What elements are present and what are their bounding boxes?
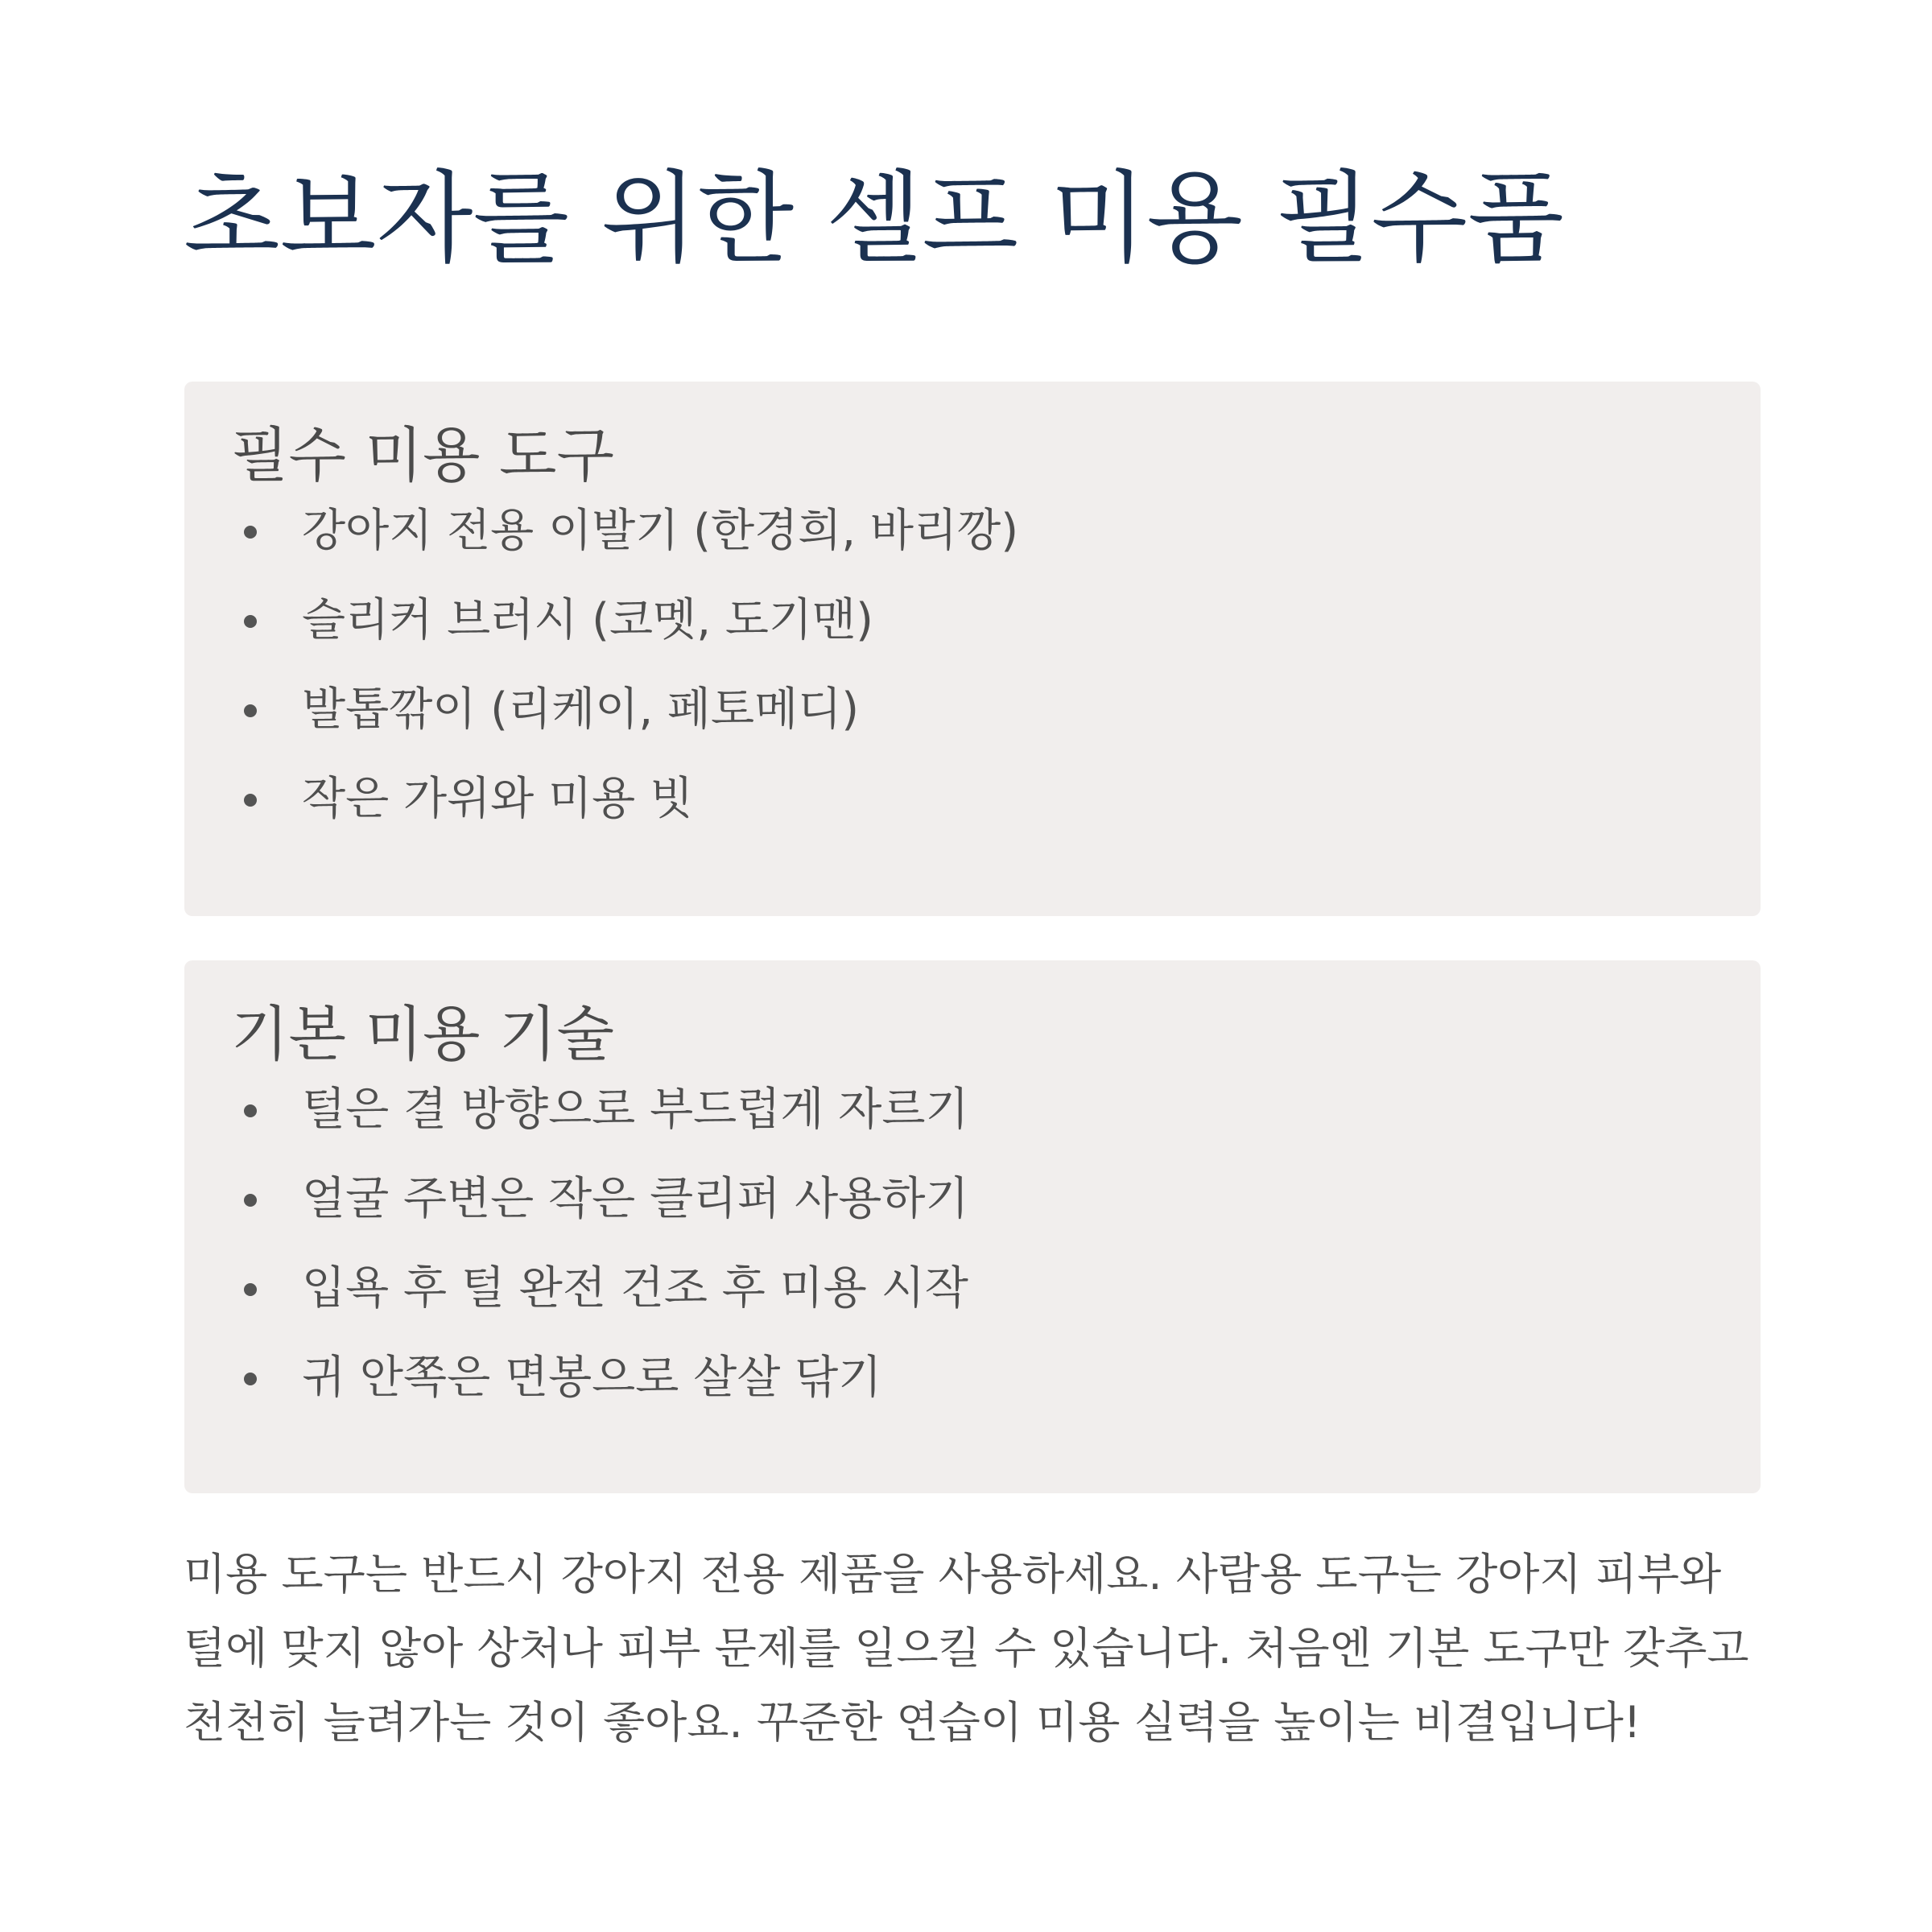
list-item [231,1349,1761,1439]
bullet-icon [244,1194,257,1207]
list-item [231,770,1761,860]
list-item [231,1170,1761,1260]
essential-tools-list [231,502,1761,860]
page-title: 초보자를 위한 셀프 미용 필수품 [184,161,1564,277]
list-item-text: 입욕 후 털 완전 건조 후 미용 시작 [302,1262,968,1315]
basic-skills-card [184,960,1761,1493]
list-item-text: 얼굴 주변은 작은 클리퍼 사용하기 [302,1173,969,1226]
bullet-icon [244,1373,257,1385]
tip-paragraph: 미용 도구는 반드시 강아지 전용 제품을 사용하세요. 사람용 도구는 강아지 피부와 털에 맞지 않아 상처나 피부 문제를 일으킬 수 있습니다. 처음엔 기본 도구만 갖추고 천천히 늘려가는 것이 좋아요. 꾸준한 연습이 미용 실력을 높이는 비결입니다! [184,1549,1749,1748]
list-item-text: 발톱깎이 (리케이, 페토메디) [302,683,860,737]
list-item-text: 슬리커 브러시 (코멧, 도기맨) [302,594,873,647]
bullet-icon [244,615,257,628]
bullet-icon [244,1104,257,1117]
bullet-icon [244,704,257,717]
essential-tools-heading: 필수 미용 도구 [231,421,614,490]
list-item [231,592,1761,681]
essential-tools-card [184,382,1761,916]
list-item-text: 털은 결 방향으로 부드럽게 자르기 [302,1084,969,1137]
bullet-icon [244,1283,257,1296]
list-item-text: 작은 가위와 미용 빗 [302,773,694,826]
list-item [231,681,1761,770]
bullet-icon [244,794,257,807]
list-item [231,502,1761,592]
list-item [231,1260,1761,1349]
basic-skills-heading: 기본 미용 기술 [231,1000,614,1069]
list-item-text: 강아지 전용 이발기 (한경희, 바리깡) [302,505,1019,558]
bullet-icon [244,526,257,539]
basic-skills-list [231,1081,1761,1439]
list-item-text: 귀 안쪽은 면봉으로 살살 닦기 [302,1352,882,1405]
list-item [231,1081,1761,1170]
